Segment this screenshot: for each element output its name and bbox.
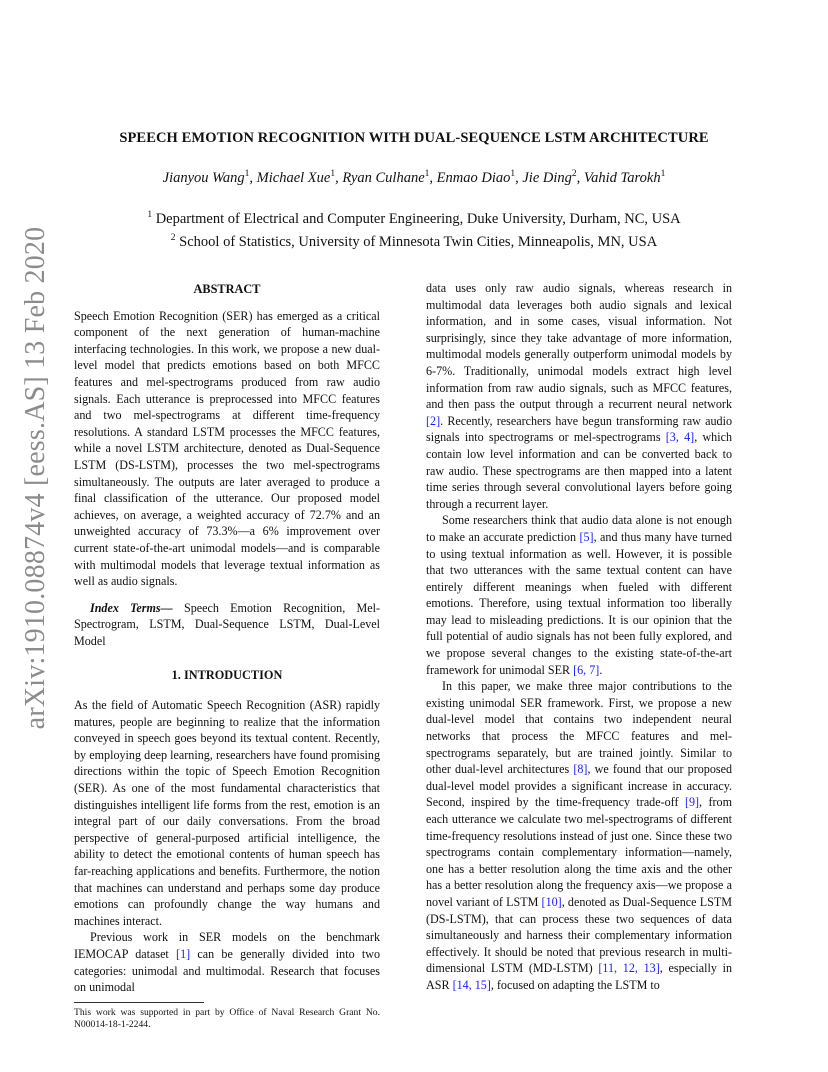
citation-link[interactable]: [2] bbox=[426, 413, 441, 428]
affiliation-text: Department of Electrical and Computer Engineering, Duke University, Durham, NC, USA bbox=[155, 210, 681, 227]
body-paragraph bbox=[426, 678, 732, 993]
intro-paragraph bbox=[74, 929, 380, 995]
author-separator: , bbox=[515, 169, 523, 186]
citation-link[interactable]: [5] bbox=[579, 529, 594, 544]
paragraph-text: In this paper, we make three major contributions to the existing unimodal SER framework. First, we propose a new dual-level model that contains two independent neural networks that process the MFCC features and mel-spectrograms separately, but are trained jointly. Similar to other dual-level architectures bbox=[426, 679, 732, 777]
citation-link[interactable]: [6, 7] bbox=[573, 662, 600, 677]
author-affil-mark: 2 bbox=[571, 169, 577, 179]
paragraph-text: , we found that our proposed dual-level model provides a significant increase in accuracy. Second, inspired by the time-frequency trade-off bbox=[426, 762, 732, 810]
paragraph-text: data uses only raw audio signals, whereas research in multimodal data leverages both audio signals and lexical information, and in some cases, visual information. Not surprisingly, since they take advantage of more information, multimodal models generally outperform unimodal models by 6-7%. Traditionally, unimodal models extract high level information from raw audio signals, such as MFCC features, and then pass the output through a recurrent neural network bbox=[426, 281, 732, 412]
paragraph-text: , especially in ASR bbox=[426, 961, 732, 992]
author-list bbox=[0, 169, 828, 187]
affiliations bbox=[0, 206, 828, 252]
citation-link[interactable]: [8] bbox=[573, 762, 588, 777]
paragraph-text: , which contain low level information and can be converted back to raw audio. These spectrograms are then mapped into a latent time series through several convolutional layers before going through a recurrent layer. bbox=[426, 430, 732, 511]
paragraph-text: can be generally divided into two categories: unimodal and multimodal. Research that focuses on unimodal bbox=[74, 946, 381, 995]
index-terms bbox=[74, 600, 380, 650]
author: Jie Ding bbox=[522, 169, 572, 186]
paragraph-text: , and thus many have turned to using textual information as well. However, it is possible that two utterances with the same textual content can have entirely different meanings when fueled with different emotions. Therefore, using textual information too liberally may lead to misleading predictions. It is our opinion that the full potential of audio signals has not been fully explored, and we propose several changes to the existing state-of-the-art framework for unimodal SER bbox=[426, 529, 732, 677]
citation-link[interactable]: [9] bbox=[684, 795, 700, 810]
paragraph-text: . Recently, researchers have begun transforming raw audio signals into spectrograms or mel-spectrograms bbox=[426, 413, 732, 445]
author-separator: , bbox=[249, 169, 257, 186]
citation-link[interactable]: [1] bbox=[176, 946, 191, 961]
abstract-text: Speech Emotion Recognition (SER) has emerged as a critical component of the next generation of human-machine interfacing technologies. In this work, we propose a new dual-level model that predicts emotions based on both MFCC features and mel-spectrograms produced from raw audio signals. Each utterance is preprocessed into MFCC features and two mel-spectrograms at different time-frequency resolutions. A standard LSTM processes the MFCC features, while a novel LSTM architecture, denoted as Dual-Sequence LSTM (DS-LSTM), processes the two mel-spectrograms simultaneously. The outputs are later averaged to produce a final classification of the utterance. Our proposed model achieves, on average, a weighted accuracy of 72.7% and an unweighted accuracy of 73.3%—a 6% improvement over current state-of-the-art unimodal models—and is comparable with multimodal models that leverage textual information as well as audio signals. bbox=[74, 308, 380, 589]
affiliation-line bbox=[0, 229, 828, 252]
intro-paragraph: As the field of Automatic Speech Recognition (ASR) rapidly matures, people are beginning to realize that the information conveyed in speech goes beyond its textual content. Recently, by employing deep learning, researchers have found promising directions within the topic of Speech Emotion Recognition (SER). As one of the most fundamental characteristics that distinguishes intelligent life forms from the rest, emotion is an integral part of our daily conversations. From the broad perspective of general-purposed artificial intelligence, the ability to detect the emotional contents of human speech has far-reaching applications and benefits. Furthermore, the notion that machines can understand and perhaps some day produce emotions can profoundly change the way humans and machines interact. bbox=[74, 698, 380, 928]
author: Jianyou Wang bbox=[162, 169, 245, 186]
citation-link[interactable]: [3, 4] bbox=[665, 430, 695, 445]
arxiv-sidebar-stamp bbox=[16, 226, 56, 730]
citation-link[interactable]: [11, 12, 13] bbox=[598, 961, 660, 976]
paper-title: SPEECH EMOTION RECOGNITION WITH DUAL-SEQUENCE LSTM ARCHITECTURE bbox=[119, 130, 709, 146]
paragraph-text: , focused on adapting the LSTM to bbox=[490, 977, 660, 992]
affiliation-line bbox=[0, 206, 828, 229]
affiliation-mark: 1 bbox=[147, 210, 153, 220]
author: Enmao Diao bbox=[436, 169, 511, 186]
author: Vahid Tarokh bbox=[583, 169, 661, 186]
author-affil-mark: 1 bbox=[424, 169, 430, 179]
index-terms-text: Speech Emotion Recognition, Mel-Spectrogram, LSTM, Dual-Sequence LSTM, Dual-Level Model bbox=[74, 600, 380, 648]
author-affil-mark: 1 bbox=[330, 169, 336, 179]
affiliation-text: School of Statistics, University of Minnesota Twin Cities, Minneapolis, MN, USA bbox=[179, 233, 658, 250]
index-terms-label: Index Terms— bbox=[90, 600, 173, 615]
arxiv-id[interactable]: arXiv:1910.08874v4 [eess.AS] 13 Feb 2020 bbox=[20, 226, 51, 730]
affiliation-mark: 2 bbox=[170, 232, 176, 243]
author-affil-mark: 1 bbox=[244, 169, 250, 179]
author-affil-mark: 1 bbox=[660, 169, 666, 179]
citation-link[interactable]: [14, 15] bbox=[452, 977, 491, 992]
footnote: This work was supported in part by Office of Naval Research Grant No. N00014-18-1-2244. bbox=[74, 1006, 380, 1031]
body-paragraph bbox=[426, 280, 732, 512]
author-separator: , bbox=[576, 169, 584, 186]
abstract-heading: ABSTRACT bbox=[193, 282, 261, 296]
paragraph-text: Some researchers think that audio data alone is not enough to make an accurate prediction bbox=[426, 513, 732, 544]
footnote-rule bbox=[74, 1002, 204, 1003]
paragraph-text: , from each utterance we calculate two mel-spectrograms of different time-frequency resolutions instead of just one. Since these two spectrograms contain complementary information—namely, one has a better resolution along the time axis and the other has a better resolution along the frequency axis—we propose a novel variant of LSTM bbox=[426, 795, 732, 909]
paragraph-text: , denoted as Dual-Sequence LSTM (DS-LSTM), that can process these two sequences of data simultaneously and harness their complementary information effectively. It should be noted that previous research in multi-dimensional LSTM (MD-LSTM) bbox=[426, 894, 732, 976]
right-column bbox=[426, 280, 732, 994]
paragraph-text: . bbox=[599, 662, 603, 677]
author-separator: , bbox=[429, 169, 437, 186]
paragraph-text: Previous work in SER models on the benchmark IEMOCAP dataset bbox=[74, 930, 380, 961]
author-affil-mark: 1 bbox=[510, 169, 516, 179]
citation-link[interactable]: [10] bbox=[541, 894, 562, 909]
author-separator: , bbox=[335, 169, 343, 186]
body-paragraph bbox=[426, 512, 732, 678]
section-heading-introduction: 1. INTRODUCTION bbox=[171, 668, 283, 683]
author: Michael Xue bbox=[256, 169, 331, 186]
left-column bbox=[74, 281, 380, 1032]
author: Ryan Culhane bbox=[342, 169, 425, 186]
